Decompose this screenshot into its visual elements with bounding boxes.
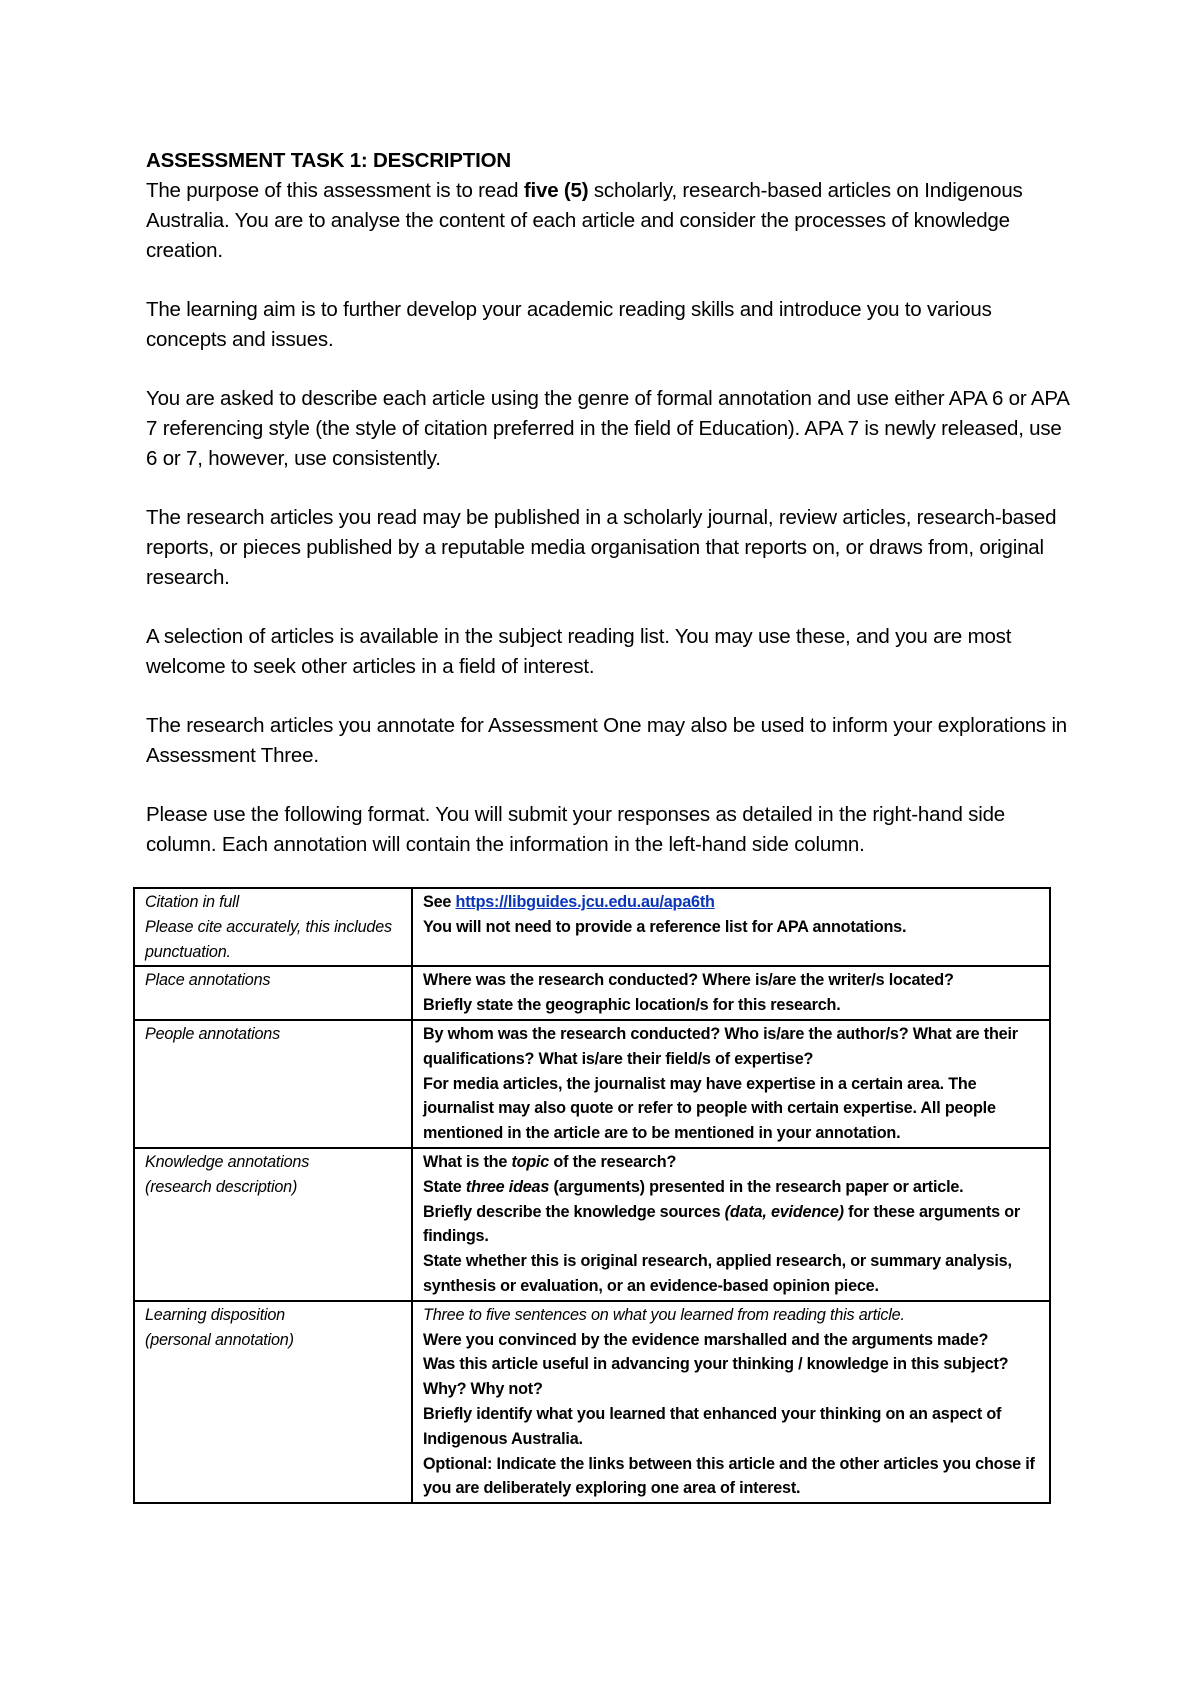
- knowledge-sources-line: [423, 1200, 1041, 1250]
- reading-list-paragraph: A selection of articles is available in the subject reading list. You may use these, and you are most welcome to seek other articles in a field of interest.: [146, 625, 1012, 678]
- topic-pre: What is the: [423, 1152, 512, 1171]
- knowledge-detail-cell: [412, 1148, 1050, 1301]
- purpose-text-start: The purpose of this assessment is to read: [146, 179, 524, 202]
- learning-convinced-line: Were you convinced by the evidence marshalled and the arguments made?: [423, 1330, 989, 1349]
- place-question: Where was the research conducted? Where is/are the writer/s located?: [423, 971, 954, 990]
- sources-post: for these arguments or findings.: [423, 1202, 1021, 1246]
- place-instruction: Briefly state the geographic location/s for this research.: [423, 996, 841, 1015]
- format-paragraph: Please use the following format. You will submit your responses as detailed in the right-hand side column. Each annotation will contain the information in the left-hand side column.: [146, 803, 1005, 856]
- document-body: [146, 146, 1076, 890]
- learning-label: Learning disposition: [145, 1305, 285, 1324]
- place-label-cell: [134, 966, 412, 1020]
- apa-guide-link[interactable]: https://libguides.jcu.edu.au/apa6th: [455, 893, 715, 911]
- learning-useful-line: Was this article useful in advancing your thinking / knowledge in this subject? Why? Why not?: [423, 1355, 1009, 1399]
- citation-see-line: [423, 890, 1041, 915]
- learning-enhanced-line: Briefly identify what you learned that enhanced your thinking on an aspect of Indigenous Australia.: [423, 1404, 1002, 1448]
- people-label-cell: [134, 1020, 412, 1148]
- knowledge-sublabel: (research description): [145, 1177, 298, 1196]
- knowledge-topic-line: [423, 1150, 1041, 1175]
- table-row-learning: [134, 1301, 1050, 1503]
- people-media-note: For media articles, the journalist may have expertise in a certain area. The journalist may also quote or refer to people with certain expertise. All people mentioned in the article are to be mentioned in your annotation.: [423, 1074, 996, 1143]
- table-row-people: [134, 1020, 1050, 1148]
- people-label: People annotations: [145, 1024, 281, 1043]
- knowledge-research-type-line: State whether this is original research, applied research, or summary analysis, synthesis or evaluation, or an evidence-based opinion piece.: [423, 1252, 1012, 1295]
- purpose-text-end: scholarly, research-based articles on Indigenous Australia. You are to analyse the content of each article and consider the processes of knowledge creation.: [146, 179, 1023, 262]
- knowledge-ideas-line: [423, 1175, 1041, 1200]
- ideas-emphasis: three ideas: [465, 1177, 550, 1196]
- knowledge-label-cell: [134, 1148, 412, 1301]
- ideas-post: (arguments) presented in the research paper or article.: [549, 1177, 964, 1196]
- learning-optional-line: Optional: Indicate the links between this article and the other articles you chose if you are deliberately exploring one area of interest.: [423, 1454, 1035, 1498]
- sources-paragraph: The research articles you read may be published in a scholarly journal, review articles, research-based reports, or pieces published by a reputable media organisation that reports on, or draws from, original research.: [146, 506, 1057, 589]
- topic-emphasis: topic: [511, 1152, 550, 1171]
- assessment-heading: ASSESSMENT TASK 1: DESCRIPTION: [146, 149, 511, 172]
- table-row-knowledge: [134, 1148, 1050, 1301]
- sources-pre: Briefly describe the knowledge sources: [423, 1202, 725, 1221]
- referencing-paragraph: You are asked to describe each article using the genre of formal annotation and use either APA 6 or APA 7 referencing style (the style of citation preferred in the field of Education). APA 7 is newly released, use 6 or 7, however, use consistently.: [146, 387, 1069, 470]
- citation-label-cell: [134, 888, 412, 966]
- reference-list-note: You will not need to provide a reference list for APA annotations.: [423, 917, 907, 936]
- table-row-citation: [134, 888, 1050, 966]
- learning-detail-cell: [412, 1301, 1050, 1503]
- place-detail-cell: [412, 966, 1050, 1020]
- people-detail-cell: [412, 1020, 1050, 1148]
- learning-aim-paragraph: The learning aim is to further develop your academic reading skills and introduce you to various concepts and issues.: [146, 298, 992, 351]
- purpose-count-bold: five (5): [523, 179, 589, 202]
- purpose-paragraph: [146, 176, 1076, 266]
- table-row-place: [134, 966, 1050, 1020]
- knowledge-label: Knowledge annotations: [145, 1152, 310, 1171]
- citation-detail-cell: [412, 888, 1050, 966]
- people-question: By whom was the research conducted? Who is/are the author/s? What are their qualifications? What is/are their field/s of expertise?: [423, 1024, 1018, 1068]
- annotation-format-table: [133, 887, 1051, 1504]
- learning-label-cell: [134, 1301, 412, 1503]
- citation-label: Citation in full: [145, 893, 239, 911]
- learning-sublabel: (personal annotation): [145, 1330, 294, 1349]
- learning-sentences-line: Three to five sentences on what you learned from reading this article.: [423, 1305, 905, 1324]
- see-label: See: [423, 893, 456, 911]
- assessment-three-paragraph: The research articles you annotate for Assessment One may also be used to inform your explorations in Assessment Three.: [146, 714, 1067, 767]
- place-label: Place annotations: [145, 971, 271, 990]
- topic-post: of the research?: [549, 1152, 677, 1171]
- sources-emphasis: (data, evidence): [724, 1202, 844, 1221]
- ideas-pre: State: [423, 1177, 466, 1196]
- citation-note: Please cite accurately, this includes punctuation.: [145, 917, 392, 961]
